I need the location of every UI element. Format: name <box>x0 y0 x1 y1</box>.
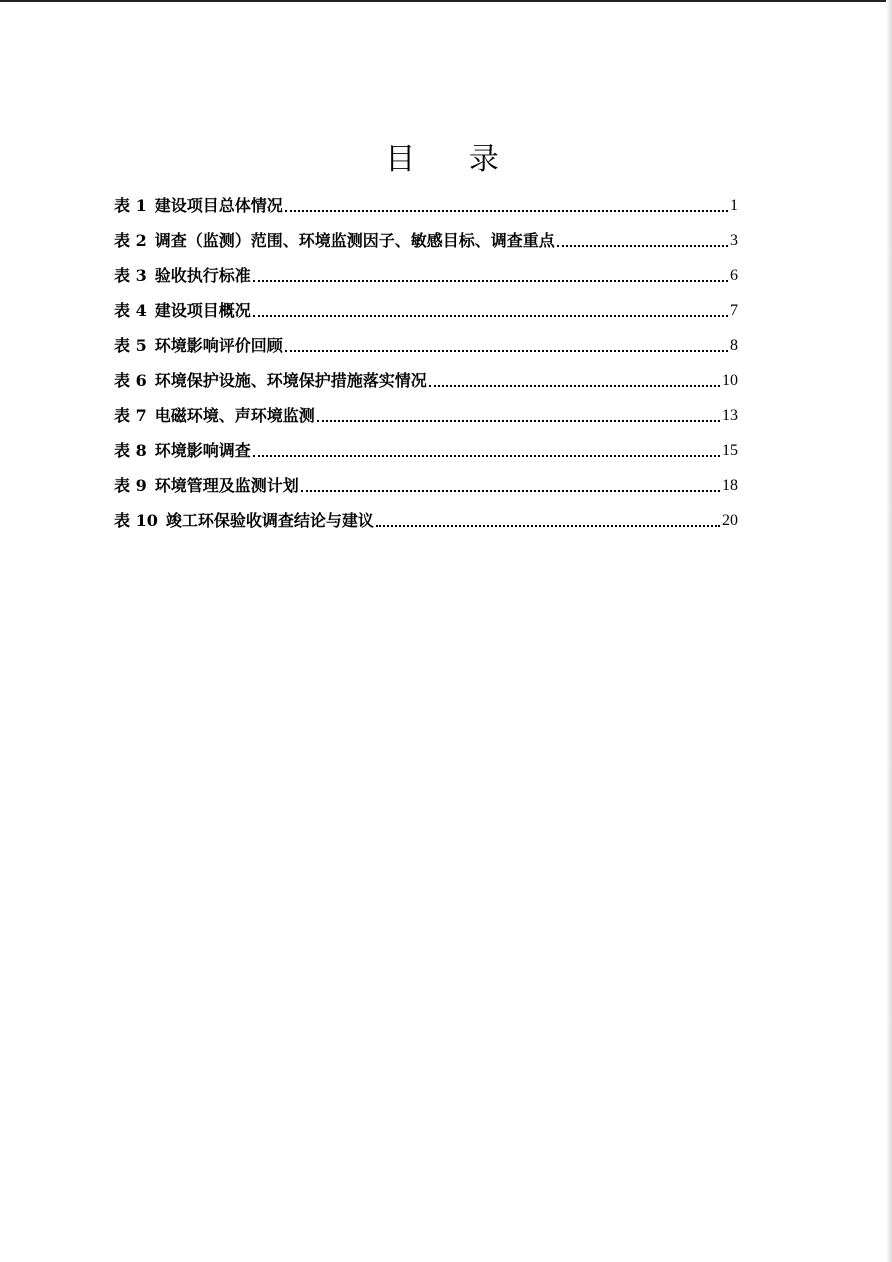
toc-entry-number: 表 4 <box>114 301 147 320</box>
toc-dot-leader <box>301 490 720 492</box>
toc-entry[interactable] <box>114 361 738 396</box>
toc-entry-title: 环境影响调查 <box>154 441 251 460</box>
toc-dot-leader <box>429 385 720 387</box>
page-top-border <box>0 0 892 2</box>
toc-entry-page: 3 <box>730 232 738 249</box>
page-right-edge <box>886 0 892 1262</box>
toc-dot-leader <box>253 455 720 457</box>
toc-entry-title: 竣工环保验收调查结论与建议 <box>165 511 374 530</box>
toc-entry-number: 表 1 <box>114 196 147 215</box>
toc-entry-number: 表 7 <box>114 406 147 425</box>
toc-entry[interactable] <box>114 186 738 221</box>
toc-entry-number: 表 5 <box>114 336 147 355</box>
toc-title: 目 录 <box>385 142 521 177</box>
toc-dot-leader <box>557 245 728 247</box>
toc-entry-page: 7 <box>730 302 738 319</box>
toc-entry-title: 验收执行标准 <box>154 266 251 285</box>
toc-entry-title: 建设项目概况 <box>154 301 251 320</box>
toc-entry[interactable] <box>114 256 738 291</box>
toc-dot-leader <box>253 280 728 282</box>
toc-entry-page: 20 <box>722 512 738 529</box>
toc-entry[interactable] <box>114 431 738 466</box>
toc-entry[interactable] <box>114 501 738 536</box>
toc-entry-title: 电磁环境、声环境监测 <box>154 406 315 425</box>
toc-entry[interactable] <box>114 466 738 501</box>
toc-entry-title: 建设项目总体情况 <box>154 196 283 215</box>
toc-entry-page: 10 <box>722 372 738 389</box>
toc-entry-number: 表 2 <box>114 231 147 250</box>
toc-dot-leader <box>317 420 720 422</box>
toc-entry-title: 环境管理及监测计划 <box>154 476 299 495</box>
toc-entry-title: 环境影响评价回顾 <box>154 336 283 355</box>
toc-entry-number: 表 8 <box>114 441 147 460</box>
toc-entry-page: 8 <box>730 337 738 354</box>
toc-entry-page: 6 <box>730 267 738 284</box>
toc-entry-title: 调查（监测）范围、环境监测因子、敏感目标、调查重点 <box>154 231 555 250</box>
toc-entry[interactable] <box>114 326 738 361</box>
toc-entry[interactable] <box>114 396 738 431</box>
toc-dot-leader <box>376 525 720 527</box>
toc-entry-number: 表 6 <box>114 371 147 390</box>
toc-entry-page: 18 <box>722 477 738 494</box>
table-of-contents <box>114 186 738 536</box>
toc-dot-leader <box>285 210 728 212</box>
toc-entry-page: 1 <box>730 197 738 214</box>
toc-entry-title: 环境保护设施、环境保护措施落实情况 <box>154 371 427 390</box>
toc-entry-page: 15 <box>722 442 738 459</box>
toc-entry-number: 表 9 <box>114 476 147 495</box>
toc-entry-page: 13 <box>722 407 738 424</box>
toc-entry[interactable] <box>114 221 738 256</box>
toc-dot-leader <box>253 315 728 317</box>
toc-dot-leader <box>285 350 728 352</box>
toc-entry[interactable] <box>114 291 738 326</box>
toc-entry-number: 表 10 <box>114 511 158 530</box>
toc-entry-number: 表 3 <box>114 266 147 285</box>
